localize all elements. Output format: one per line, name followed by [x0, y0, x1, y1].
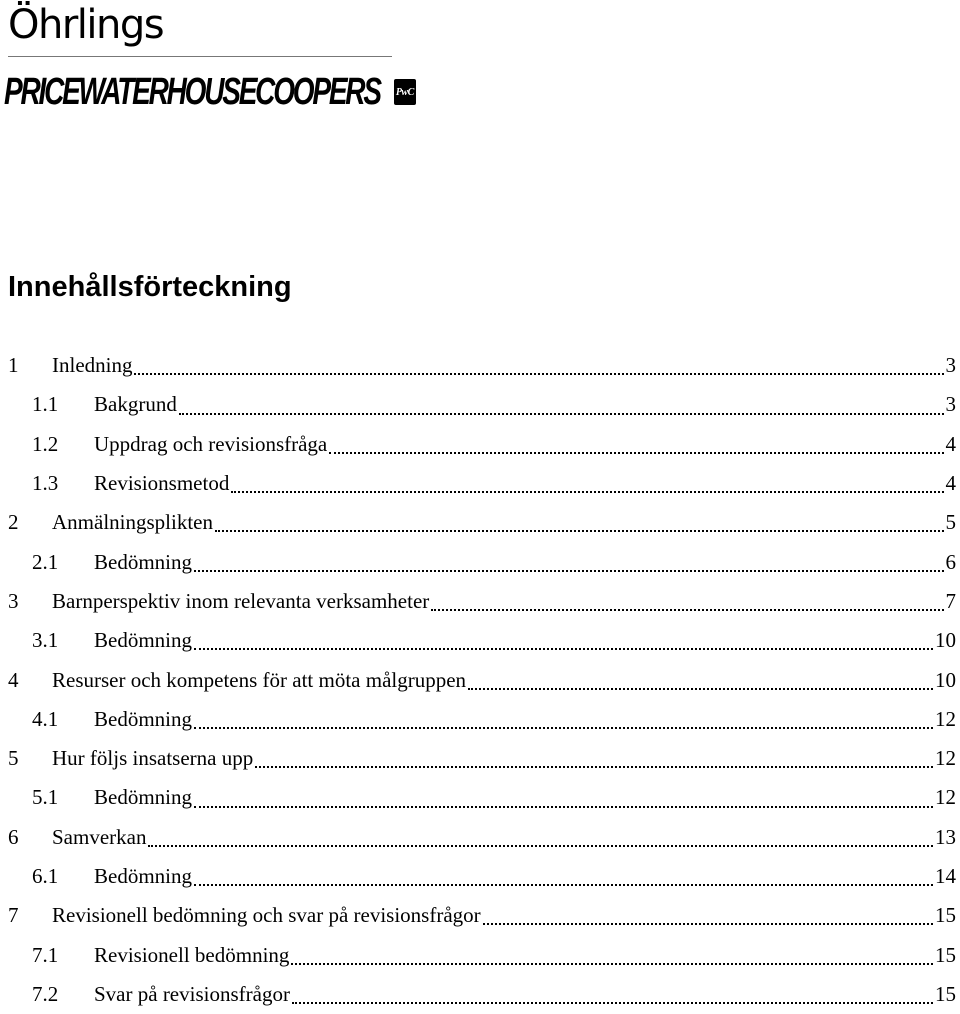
toc-entry-title: Resurser och kompetens för att möta målgruppen: [52, 668, 466, 693]
toc-entry-number: 5: [8, 746, 52, 771]
toc-dot-leader: [329, 452, 943, 454]
toc-entry-title: Anmälningsplikten: [52, 510, 213, 535]
toc-entry-number: 3: [8, 589, 52, 614]
toc-entry-title: Uppdrag och revisionsfråga: [94, 432, 327, 457]
toc-entry-title: Bedömning: [94, 550, 192, 575]
toc-dot-leader: [194, 570, 944, 572]
toc-entry-title: Bakgrund: [94, 392, 177, 417]
toc-entry-page: 14: [935, 864, 960, 889]
toc-entry-title: Bedömning: [94, 628, 192, 653]
toc-entry-page: 5: [946, 510, 960, 535]
toc-entry[interactable]: [8, 542, 960, 581]
toc-entry-title: Revisionell bedömning: [94, 943, 289, 968]
toc-entry-title: Barnperspektiv inom relevanta verksamheter: [52, 589, 429, 614]
toc-entry-title: Revisionell bedömning och svar på revisionsfrågor: [52, 903, 481, 928]
toc-entry-page: 12: [935, 785, 960, 810]
toc-dot-leader: [291, 963, 933, 965]
toc-entry[interactable]: [8, 621, 960, 660]
toc-dot-leader: [194, 884, 933, 886]
table-of-contents: [8, 346, 960, 1014]
toc-entry-number: 1.3: [8, 471, 94, 496]
seal-logo-icon: PwC: [394, 79, 416, 105]
page-title: Innehållsförteckning: [8, 267, 292, 307]
toc-entry-number: 4: [8, 668, 52, 693]
toc-entry[interactable]: [8, 935, 960, 974]
toc-entry[interactable]: [8, 464, 960, 503]
toc-entry-page: 4: [946, 471, 960, 496]
toc-entry-title: Hur följs insatserna upp: [52, 746, 253, 771]
toc-entry[interactable]: [8, 425, 960, 464]
toc-dot-leader: [215, 530, 944, 532]
brand-ohrlings: Öhrlings: [8, 2, 163, 48]
toc-entry[interactable]: [8, 385, 960, 424]
toc-dot-leader: [483, 923, 933, 925]
toc-entry-page: 12: [935, 746, 960, 771]
toc-entry-number: 2.1: [8, 550, 94, 575]
toc-entry-title: Bedömning: [94, 864, 192, 889]
toc-dot-leader: [194, 806, 933, 808]
toc-dot-leader: [148, 845, 933, 847]
toc-entry-page: 12: [935, 707, 960, 732]
toc-dot-leader: [194, 727, 933, 729]
toc-dot-leader: [468, 688, 933, 690]
toc-entry-page: 4: [946, 432, 960, 457]
toc-entry-number: 2: [8, 510, 52, 535]
toc-entry[interactable]: [8, 975, 960, 1014]
toc-entry-number: 7.2: [8, 982, 94, 1007]
toc-entry-title: Samverkan: [52, 825, 146, 850]
toc-entry-number: 4.1: [8, 707, 94, 732]
toc-entry-page: 15: [935, 903, 960, 928]
toc-dot-leader: [194, 648, 933, 650]
toc-entry-page: 10: [935, 668, 960, 693]
toc-entry-number: 1.2: [8, 432, 94, 457]
toc-entry[interactable]: [8, 857, 960, 896]
toc-entry-number: 6: [8, 825, 52, 850]
toc-entry-title: Inledning: [52, 353, 132, 378]
toc-dot-leader: [255, 766, 933, 768]
toc-entry-title: Bedömning: [94, 785, 192, 810]
toc-entry-page: 15: [935, 943, 960, 968]
toc-entry-number: 1.1: [8, 392, 94, 417]
toc-entry[interactable]: [8, 739, 960, 778]
brand-divider: [8, 56, 392, 57]
toc-entry[interactable]: [8, 700, 960, 739]
toc-entry-number: 5.1: [8, 785, 94, 810]
toc-entry-number: 7: [8, 903, 52, 928]
toc-entry-page: 3: [946, 392, 960, 417]
toc-entry-number: 1: [8, 353, 52, 378]
toc-entry-number: 3.1: [8, 628, 94, 653]
toc-entry[interactable]: [8, 346, 960, 385]
toc-entry-page: 10: [935, 628, 960, 653]
toc-dot-leader: [179, 413, 944, 415]
toc-entry-page: 15: [935, 982, 960, 1007]
toc-entry[interactable]: [8, 582, 960, 621]
toc-entry-number: 7.1: [8, 943, 94, 968]
toc-entry-title: Bedömning: [94, 707, 192, 732]
toc-entry[interactable]: [8, 896, 960, 935]
toc-dot-leader: [292, 1002, 933, 1004]
brand-logo: [4, 66, 416, 118]
toc-entry-page: 7: [946, 589, 960, 614]
toc-dot-leader: [431, 609, 943, 611]
toc-dot-leader: [134, 373, 943, 375]
toc-entry-number: 6.1: [8, 864, 94, 889]
toc-entry[interactable]: [8, 503, 960, 542]
toc-entry-page: 6: [946, 550, 960, 575]
toc-entry[interactable]: [8, 778, 960, 817]
toc-entry[interactable]: [8, 660, 960, 699]
toc-entry-page: 13: [935, 825, 960, 850]
toc-entry-page: 3: [946, 353, 960, 378]
toc-entry-title: Revisionsmetod: [94, 471, 229, 496]
brand-pricewaterhousecoopers: PRICEWATERHOUSECOOPERS: [4, 73, 380, 111]
toc-entry-title: Svar på revisionsfrågor: [94, 982, 290, 1007]
toc-entry[interactable]: [8, 818, 960, 857]
toc-dot-leader: [231, 491, 943, 493]
